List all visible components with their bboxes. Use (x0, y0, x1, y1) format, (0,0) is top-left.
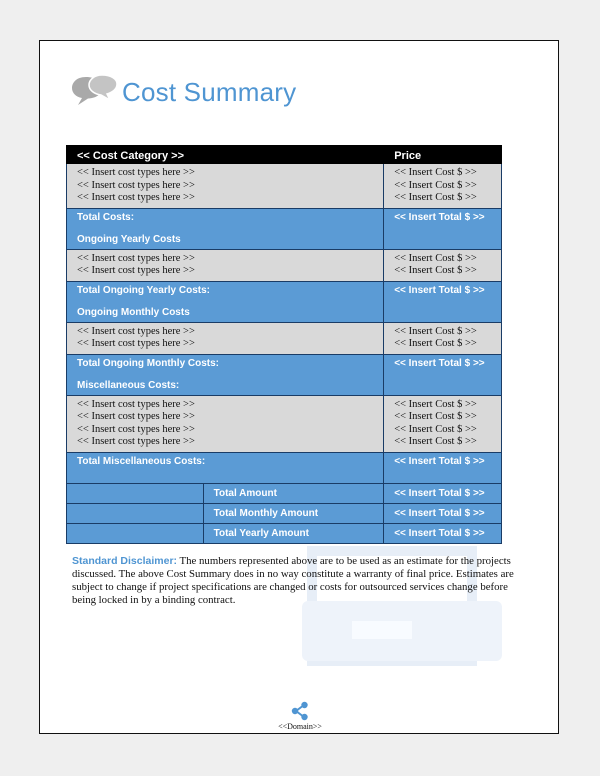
grand-total-label: Total Amount (213, 487, 277, 499)
grand-total-value: << Insert Total $ >> (394, 527, 485, 539)
group-total-label: Total Miscellaneous Costs: (77, 455, 206, 467)
cost-type-line: << Insert cost types here >> (77, 398, 195, 410)
cost-prices-cell (384, 249, 502, 281)
cost-type-line: << Insert cost types here >> (77, 436, 195, 447)
cost-type-line: << Insert cost types here >> (77, 179, 195, 191)
group-total-value: << Insert Total $ >> (394, 284, 485, 296)
cost-type-line: << Insert cost types here >> (77, 411, 195, 422)
group-total-row (67, 452, 502, 483)
cost-type-line: << Insert cost types here >> (77, 325, 195, 337)
header-cost-category: << Cost Category >> (67, 146, 384, 164)
grand-total-label: Total Yearly Amount (213, 527, 309, 539)
group-total-label: Total Ongoing Monthly Costs: (77, 357, 220, 369)
cost-price-line: << Insert Cost $ >> (394, 265, 477, 276)
cost-types-cell (67, 395, 384, 452)
disclaimer-label: Standard Disclaimer: (72, 555, 178, 567)
cost-types-cell (67, 249, 384, 281)
grand-total-row (67, 523, 502, 543)
cost-price-line: << Insert Cost $ >> (394, 423, 477, 435)
cost-type-line: << Insert cost types here >> (77, 167, 195, 178)
cost-type-line: << Insert cost types here >> (77, 265, 195, 276)
grand-total-value: << Insert Total $ >> (394, 487, 485, 499)
cost-price-line: << Insert Cost $ >> (394, 179, 477, 191)
group-total-row (67, 354, 502, 395)
group-total-row (67, 281, 502, 322)
group-total-value: << Insert Total $ >> (394, 455, 485, 467)
header-price: Price (384, 146, 502, 164)
grand-total-row (67, 503, 502, 523)
cost-items-row (67, 322, 502, 354)
cost-prices-cell (384, 395, 502, 452)
group-total-label: Total Ongoing Yearly Costs: (77, 284, 210, 296)
grand-total-row (67, 483, 502, 503)
cost-prices-cell (384, 164, 502, 209)
cost-price-line: << Insert Cost $ >> (394, 192, 477, 203)
cost-prices-cell (384, 322, 502, 354)
section-heading: Miscellaneous Costs: (77, 379, 180, 391)
cost-price-line: << Insert Cost $ >> (394, 436, 477, 447)
cost-price-line: << Insert Cost $ >> (394, 338, 477, 349)
group-total-label: Total Costs: (77, 211, 135, 223)
grand-total-value: << Insert Total $ >> (394, 507, 485, 519)
cost-price-line: << Insert Cost $ >> (394, 325, 477, 337)
grand-total-label: Total Monthly Amount (213, 507, 319, 519)
cost-types-cell (67, 164, 384, 209)
cost-items-row (67, 164, 502, 209)
cost-price-line: << Insert Cost $ >> (394, 252, 477, 264)
group-total-value: << Insert Total $ >> (394, 357, 485, 369)
group-total-value: << Insert Total $ >> (394, 211, 485, 223)
section-heading: Ongoing Yearly Costs (77, 233, 181, 245)
footer-domain: <<Domain>> (278, 722, 322, 731)
group-total-row (67, 208, 502, 249)
cost-price-line: << Insert Cost $ >> (394, 398, 477, 410)
page-title: Cost Summary (122, 77, 297, 107)
cost-items-row (67, 395, 502, 452)
cost-items-row (67, 249, 502, 281)
cost-type-line: << Insert cost types here >> (77, 338, 195, 349)
cost-price-line: << Insert Cost $ >> (394, 167, 477, 178)
cost-summary-table (66, 145, 502, 544)
share-icon (290, 701, 310, 721)
document-page (39, 40, 559, 734)
section-heading: Ongoing Monthly Costs (77, 306, 190, 318)
cost-type-line: << Insert cost types here >> (77, 252, 195, 264)
standard-disclaimer (72, 555, 527, 607)
table-header-row (67, 146, 502, 164)
disclaimer-text: The numbers represented above are to be used as an estimate for the projects discussed. The above Cost Summary does in no way constitute a warranty of final price. Estimates are subject to change if project specifications are changed or costs for outsourced services change before being locked in by a binding contract. (72, 555, 514, 606)
cost-type-line: << Insert cost types here >> (77, 423, 195, 435)
cost-types-cell (67, 322, 384, 354)
cost-price-line: << Insert Cost $ >> (394, 411, 477, 422)
speech-bubbles-icon (72, 73, 118, 109)
cost-type-line: << Insert cost types here >> (77, 192, 195, 203)
